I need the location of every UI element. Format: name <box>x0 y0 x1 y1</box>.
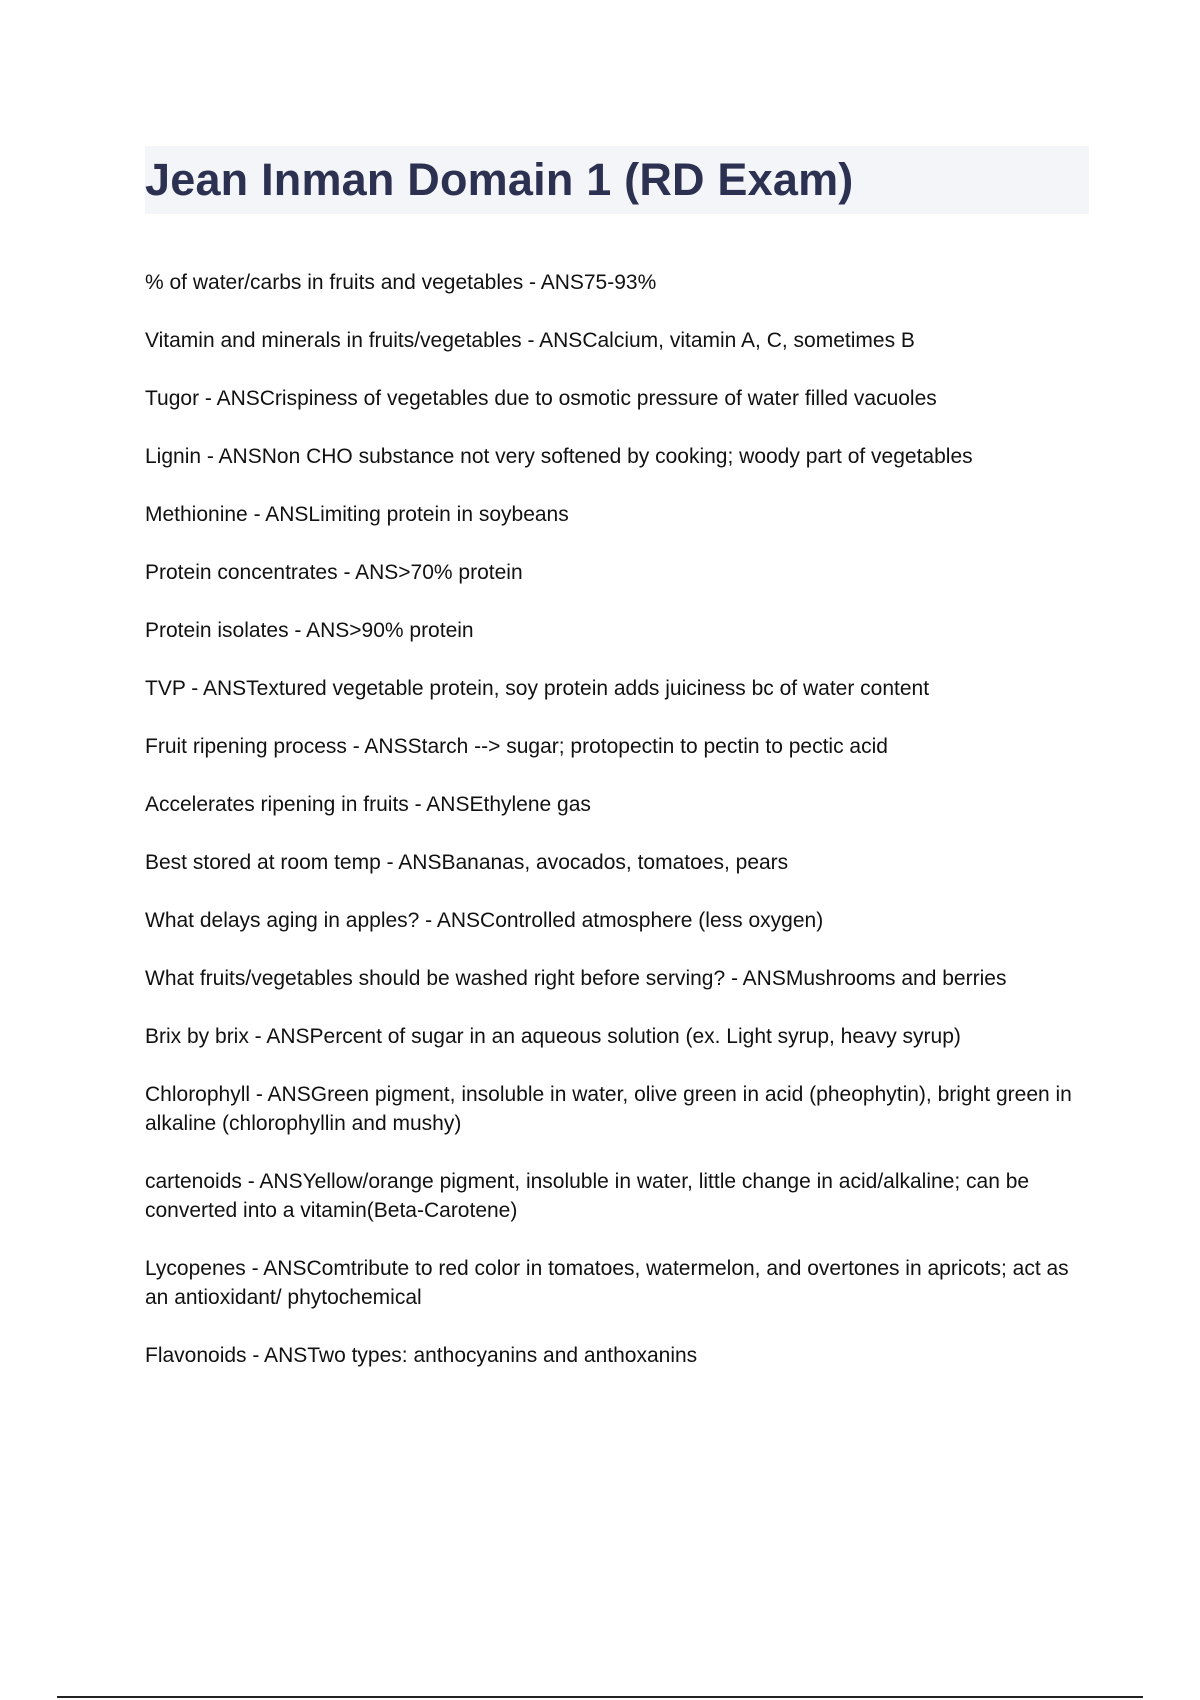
list-item: Tugor - ANSCrispiness of vegetables due to osmotic pressure of water filled vacuoles <box>145 387 937 410</box>
list-item: What fruits/vegetables should be washed right before serving? - ANSMushrooms and berries <box>145 967 1007 990</box>
list-item: Fruit ripening process - ANSStarch --> sugar; protopectin to pectin to pectic acid <box>145 735 888 758</box>
list-item: Chlorophyll - ANSGreen pigment, insoluble in water, olive green in acid (pheophytin), bright green in alkaline (chlorophyllin and mushy) <box>145 1083 1072 1135</box>
list-item: Brix by brix - ANSPercent of sugar in an aqueous solution (ex. Light syrup, heavy syrup) <box>145 1025 961 1048</box>
list-item: % of water/carbs in fruits and vegetables - ANS75-93% <box>145 271 657 294</box>
footer-divider <box>57 1696 1143 1698</box>
qa-list <box>145 268 1085 1399</box>
list-item: Protein isolates - ANS>90% protein <box>145 619 474 642</box>
page-title: Jean Inman Domain 1 (RD Exam) <box>145 154 854 205</box>
list-item: cartenoids - ANSYellow/orange pigment, insoluble in water, little change in acid/alkaline; can be converted into a vitamin(Beta-Carotene) <box>145 1170 1030 1222</box>
list-item: Accelerates ripening in fruits - ANSEthylene gas <box>145 793 591 816</box>
list-item: TVP - ANSTextured vegetable protein, soy protein adds juiciness bc of water content <box>145 677 930 700</box>
list-item: Lycopenes - ANSComtribute to red color in tomatoes, watermelon, and overtones in apricots; act as an antioxidant/ phytochemical <box>145 1257 1069 1309</box>
list-item: Lignin - ANSNon CHO substance not very softened by cooking; woody part of vegetables <box>145 445 973 468</box>
list-item: Methionine - ANSLimiting protein in soybeans <box>145 503 569 526</box>
list-item: Protein concentrates - ANS>70% protein <box>145 561 523 584</box>
list-item: What delays aging in apples? - ANSControlled atmosphere (less oxygen) <box>145 909 824 932</box>
list-item: Vitamin and minerals in fruits/vegetables - ANSCalcium, vitamin A, C, sometimes B <box>145 329 915 352</box>
list-item: Best stored at room temp - ANSBananas, avocados, tomatoes, pears <box>145 851 789 874</box>
list-item: Flavonoids - ANSTwo types: anthocyanins and anthoxanins <box>145 1344 698 1367</box>
